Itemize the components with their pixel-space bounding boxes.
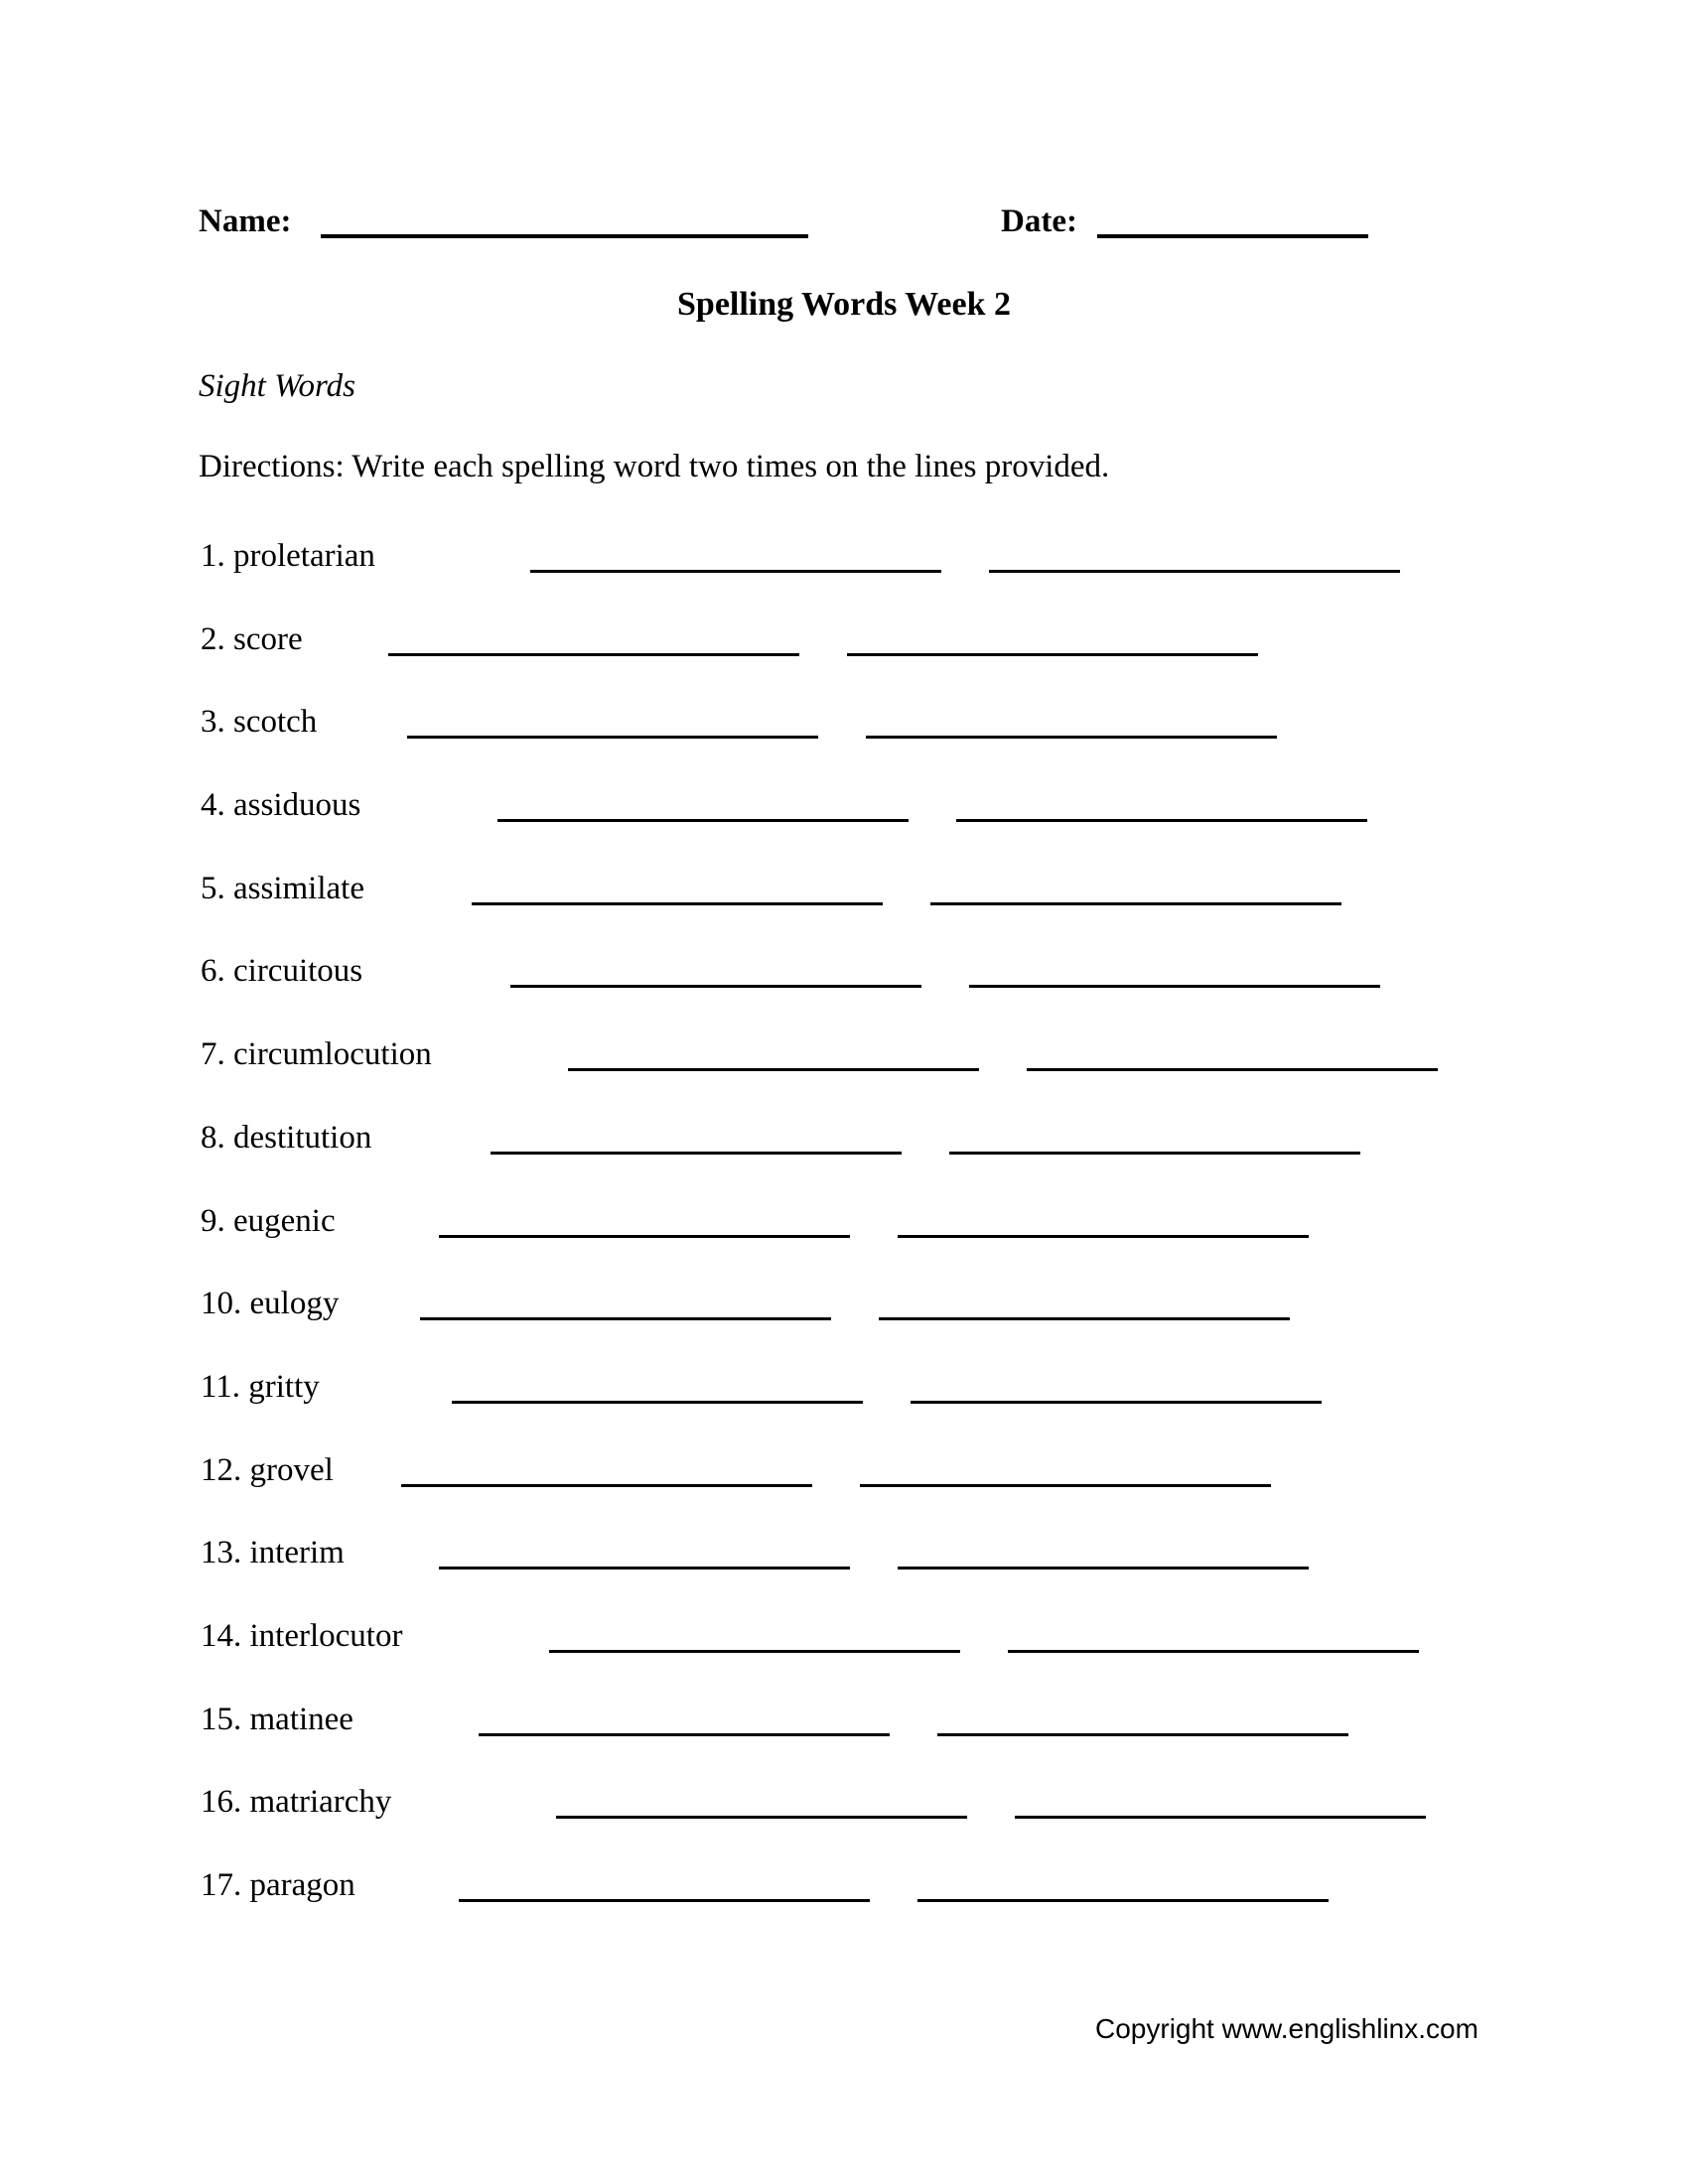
word-row — [201, 1121, 1630, 1204]
word-label: 16. matriarchy — [201, 1784, 392, 1821]
write-line-2 — [1008, 1650, 1419, 1653]
word-label: 7. circumlocution — [201, 1036, 432, 1073]
word-row — [201, 1785, 1630, 1868]
write-line-1 — [568, 1068, 979, 1071]
word-label: 3. scotch — [201, 704, 318, 741]
word-row — [201, 539, 1630, 622]
write-line-2 — [969, 985, 1380, 988]
word-row — [201, 1619, 1630, 1703]
word-label: 4. assiduous — [201, 787, 361, 824]
word-row — [201, 1536, 1630, 1619]
write-line-1 — [439, 1235, 850, 1238]
date-blank-line — [1097, 208, 1368, 238]
word-label: 1. proletarian — [201, 538, 375, 574]
write-line-1 — [479, 1733, 890, 1736]
copyright-text: Copyright www.englishlinx.com — [1095, 2013, 1478, 2044]
word-label: 11. gritty — [201, 1368, 320, 1405]
write-line-1 — [407, 736, 818, 739]
word-label: 15. matinee — [201, 1701, 353, 1737]
write-line-2 — [949, 1152, 1360, 1155]
write-line-1 — [491, 1152, 902, 1155]
write-line-2 — [989, 570, 1400, 573]
name-blank-line — [321, 208, 808, 238]
write-line-1 — [388, 653, 799, 656]
word-label: 2. score — [201, 620, 303, 657]
directions-text: Directions: Write each spelling word two times on the lines provided. — [199, 449, 1110, 484]
write-line-2 — [860, 1484, 1271, 1487]
word-label: 12. grovel — [201, 1451, 334, 1488]
write-line-1 — [439, 1567, 850, 1570]
write-line-2 — [847, 653, 1258, 656]
word-row — [201, 1037, 1630, 1121]
date-label: Date: — [1001, 204, 1077, 239]
write-line-2 — [956, 819, 1367, 822]
write-line-1 — [549, 1650, 960, 1653]
section-heading: Sight Words — [199, 368, 356, 404]
word-row — [201, 705, 1630, 788]
write-line-2 — [917, 1899, 1329, 1902]
write-line-1 — [556, 1816, 967, 1819]
word-row — [201, 1703, 1630, 1786]
write-line-2 — [1027, 1068, 1438, 1071]
write-line-1 — [401, 1484, 812, 1487]
write-line-1 — [497, 819, 909, 822]
write-line-1 — [420, 1317, 831, 1320]
write-line-2 — [898, 1235, 1309, 1238]
word-label: 6. circuitous — [201, 953, 363, 990]
word-label: 10. eulogy — [201, 1286, 340, 1322]
word-list — [201, 539, 1630, 1952]
word-row — [201, 954, 1630, 1037]
word-label: 9. eugenic — [201, 1202, 336, 1239]
write-line-2 — [1015, 1816, 1426, 1819]
word-row — [201, 1204, 1630, 1288]
write-line-1 — [510, 985, 921, 988]
write-line-2 — [930, 902, 1341, 905]
word-row — [201, 1453, 1630, 1537]
word-row — [201, 622, 1630, 706]
word-label: 13. interim — [201, 1535, 345, 1571]
word-label: 5. assimilate — [201, 870, 364, 906]
write-line-2 — [898, 1567, 1309, 1570]
word-label: 14. interlocutor — [201, 1617, 403, 1654]
word-row — [201, 788, 1630, 872]
word-row — [201, 1370, 1630, 1453]
word-row — [201, 1287, 1630, 1370]
write-line-2 — [911, 1401, 1322, 1404]
word-row — [201, 1868, 1630, 1952]
write-line-2 — [937, 1733, 1348, 1736]
name-label: Name: — [199, 204, 292, 239]
word-label: 17. paragon — [201, 1867, 355, 1903]
write-line-2 — [879, 1317, 1290, 1320]
write-line-1 — [472, 902, 883, 905]
write-line-1 — [530, 570, 941, 573]
write-line-2 — [866, 736, 1277, 739]
page-title: Spelling Words Week 2 — [677, 286, 1011, 323]
word-label: 8. destitution — [201, 1119, 372, 1156]
write-line-1 — [452, 1401, 863, 1404]
write-line-1 — [459, 1899, 870, 1902]
word-row — [201, 872, 1630, 955]
